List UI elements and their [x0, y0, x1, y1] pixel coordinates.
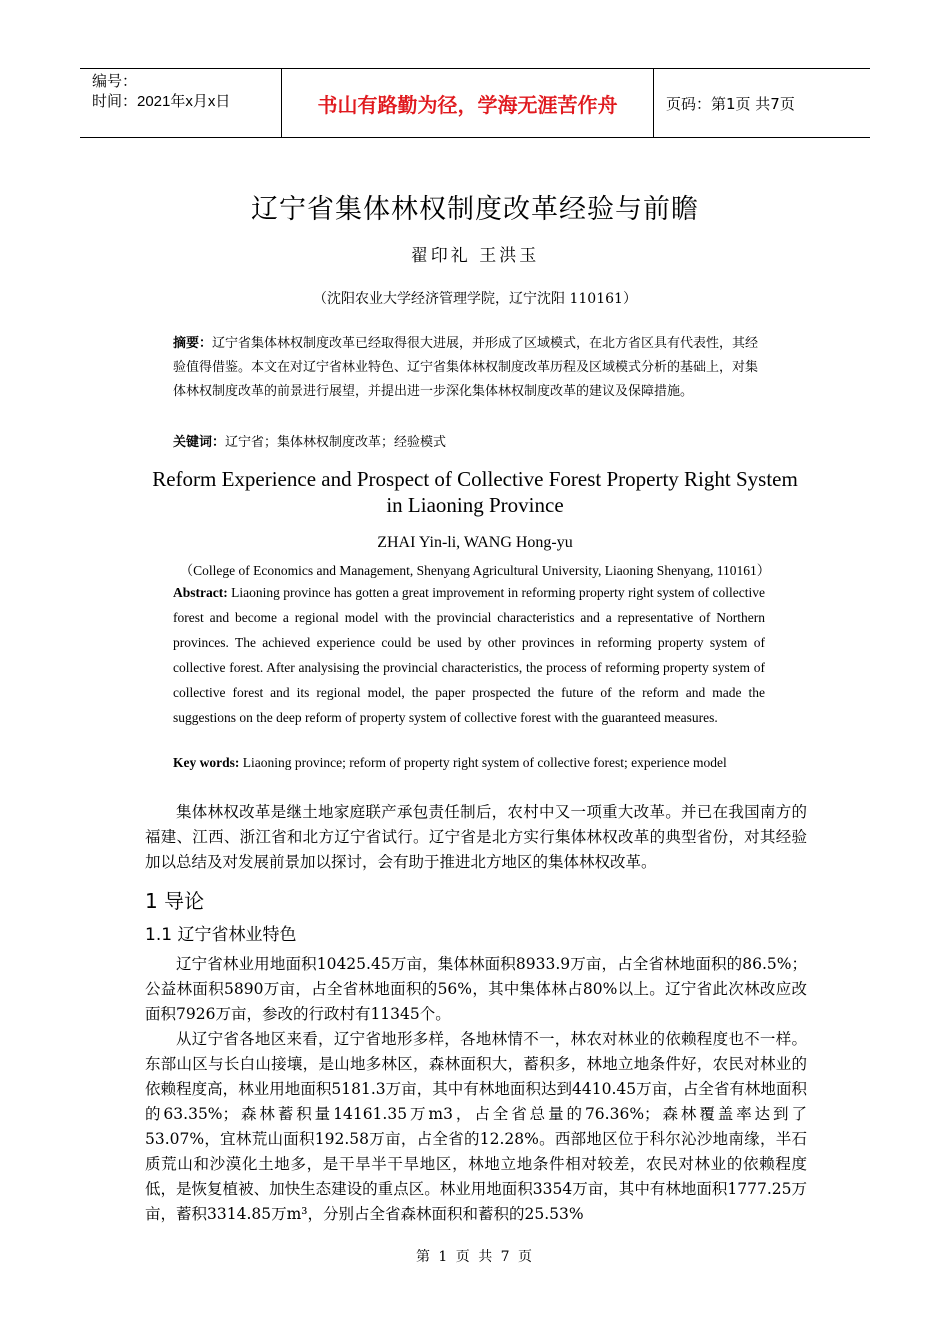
keywords-cn: [173, 431, 768, 450]
paper-title: 辽宁省集体林权制度改革经验与前瞻: [251, 194, 699, 225]
paper-affiliation: （沈阳农业大学经济管理学院，辽宁沈阳 110161）: [313, 291, 637, 307]
header-box: [80, 68, 870, 138]
section-heading-1: 1 导论: [145, 889, 205, 913]
number-label: 编号：: [92, 73, 138, 90]
paper-authors-en: ZHAI Yin-li, WANG Hong-yu: [377, 534, 573, 551]
abstract-en-label: Abstract:: [173, 585, 228, 600]
paper-title-en: Reform Experience and Prospect of Collective Forest Property Right System in Liaoning Province: [152, 467, 798, 517]
keywords-en-label: Key words:: [173, 755, 240, 770]
body-paragraph-2: 从辽宁省各地区来看，辽宁省地形多样，各地林情不一，林农对林业的依赖程度也不一样。东部山区与长白山接壤，是山地多林区，森林面积大，蓄积多，林地立地条件好，农民对林业的依赖程度高，林业用地面积5181.3万亩，其中有林地面积达到4410.45万亩，占全省有林地面积的63.35%；森林蓄积量14161.35万m3，占全省总量的76.36%；森林覆盖率达到了53.07%，宜林荒山面积192.58万亩，占全省的12.28%。西部地区位于科尔沁沙地南缘，半石质荒山和沙漠化土地多，是干旱半干旱地区，林地立地条件相对较差，农民对林业的依赖程度低，是恢复植被、加快生态建设的重点区。林业用地面积3354万亩，其中有林地面积1777.25万亩，蓄积3314.85万m³，分别占全省森林面积和蓄积的25.53%: [145, 1030, 807, 1223]
header-motto-cell: [281, 69, 654, 137]
header-motto: 书山有路勤为径，学海无涯苦作舟: [317, 92, 618, 117]
keywords-cn-text: 辽宁省；集体林权制度改革；经验模式: [225, 435, 447, 450]
paper-affiliation-en: （College of Economics and Management, Shenyang Agricultural University, Liaoning Shenyang, 110161）: [179, 563, 771, 578]
date-label: 时间：2021年x月x日: [92, 93, 231, 110]
header-meta: [80, 69, 281, 137]
body-paragraph-1: 辽宁省林业用地面积10425.45万亩，集体林面积8933.9万亩，占全省林地面积的86.5%；公益林面积5890万亩，占全省林地面积的56%，其中集体林占80%以上。辽宁省此次林改应改面积7926万亩，参改的行政村有11345个。: [145, 955, 807, 1023]
keywords-cn-label: 关键词：: [173, 435, 226, 450]
page-footer: 第 1 页 共 7 页: [415, 1249, 535, 1265]
abstract-cn: [173, 332, 768, 404]
section-body: [145, 952, 807, 1227]
keywords-en: [173, 755, 793, 771]
abstract-cn-label: 摘要：: [173, 336, 213, 351]
intro-paragraph-block: [145, 800, 807, 875]
abstract-en: [173, 580, 765, 730]
abstract-en-text: Liaoning province has gotten a great improvement in reforming property right system of collective forest and become a regional model with the provincial characteristics and a representative of Northern provinces. The achieved experience could be used by other provinces in reforming property system of collective forest. After analysising the provincial characteristics, the process of reforming property system of collective forest and its regional model, the paper prospected the future of the reform and made the suggestions on the deep reform of property system of collective forest with the guaranteed measures.: [173, 585, 765, 725]
header-page-info: 页码：第1页 共7页: [666, 94, 795, 113]
intro-paragraph: 集体林权改革是继土地家庭联产承包责任制后，农村中又一项重大改革。并已在我国南方的福建、江西、浙江省和北方辽宁省试行。辽宁省是北方实行集体林权改革的典型省份，对其经验加以总结及对发展前景加以探讨，会有助于推进北方地区的集体林权改革。: [145, 803, 807, 871]
section-heading-1-1: 1.1 辽宁省林业特色: [145, 925, 297, 945]
paper-authors: 翟印礼 王洪玉: [410, 246, 540, 266]
abstract-cn-text: 辽宁省集体林权制度改革已经取得很大进展，并形成了区域模式，在北方省区具有代表性，其经验值得借鉴。本文在对辽宁省林业特色、辽宁省集体林权制度改革历程及区域模式分析的基础上，对集体林权制度改革的前景进行展望，并提出进一步深化集体林权制度改革的建议及保障措施。: [173, 336, 759, 399]
keywords-en-text: Liaoning province; reform of property right system of collective forest; experience model: [239, 755, 727, 770]
